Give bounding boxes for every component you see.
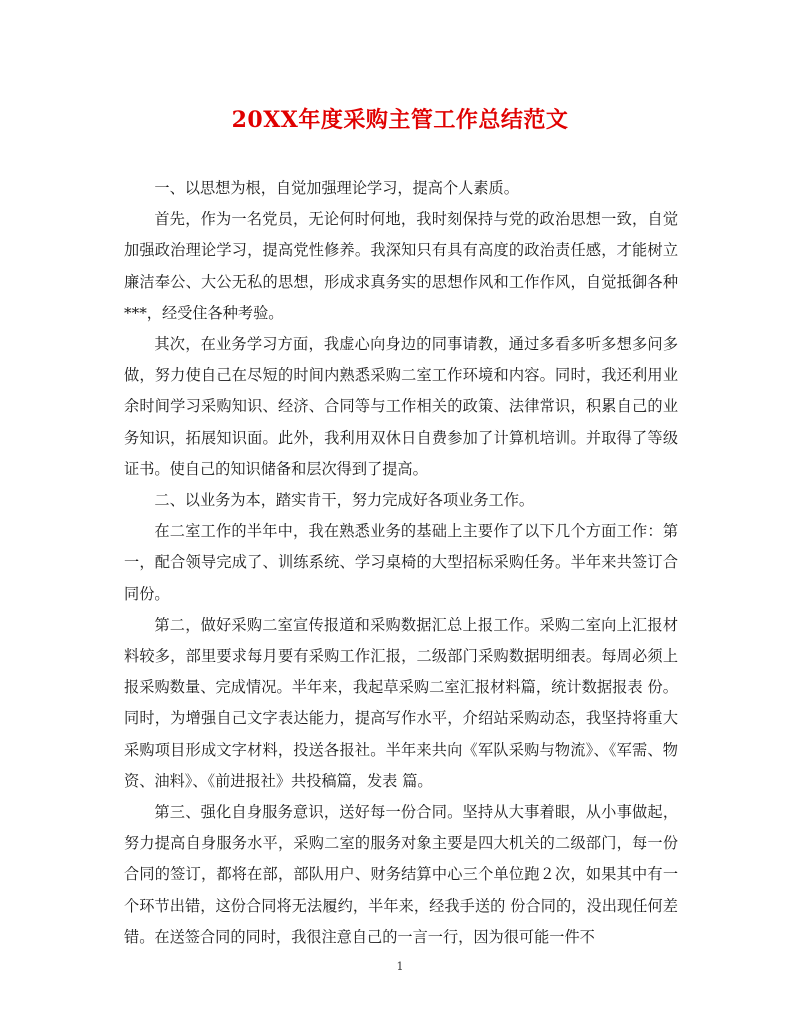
paragraph: 二、以业务为本，踏实肯干，努力完成好各项业务工作。 <box>154 491 535 510</box>
document-body <box>124 173 678 953</box>
paragraph: 在二室工作的半年中，我在熟悉业务的基础上主要作了以下几个方面工作：第一，配合领导完成了、训练系统、学习桌椅的大型招标采购任务。半年来共签订合同份。 <box>124 522 678 603</box>
paragraph: 其次，在业务学习方面，我虚心向身边的同事请教，通过多看多听多想多问多做，努力使自己在尽短的时间内熟悉采购二室工作环境和内容。同时，我还利用业余时间学习采购知识、经济、合同等与工作相关的政策、法律常识，积累自己的业务知识，拓展知识面。此外，我利用双休日自费参加了计算机培训。并取得了等级证书。使自己的知识储备和层次得到了提高。 <box>124 335 678 478</box>
paragraph: 首先，作为一名党员，无论何时何地，我时刻保持与党的政治思想一致，自觉加强政治理论学习，提高党性修养。我深知只有具有高度的政治责任感，才能树立廉洁奉公、大公无私的思想，形成求真务实的思想作风和工作作风，自觉抵御各种***，经受住各种考验。 <box>124 210 678 322</box>
paragraph: 第三、强化自身服务意识，送好每一份合同。坚持从大事着眼，从小事做起，努力提高自身服务水平，采购二室的服务对象主要是四大机关的二级部门，每一份合同的签订，都将在部，部队用户、财务结算中心三个单位跑２次，如果其中有一个环节出错，这份合同将无法履约，半年来，经我手送的 份合同的，没出现任何差错。在送签合同的同时，我很注意自己的一言一行，因为很可能一件不 <box>124 803 678 946</box>
page-number: 1 <box>396 960 404 973</box>
document-title: 20XX年度采购主管工作总结范文 <box>231 107 569 133</box>
paragraph: 一、以思想为根，自觉加强理论学习，提高个人素质。 <box>154 179 519 197</box>
paragraph: 第二，做好采购二室宣传报道和采购数据汇总上报工作。采购二室向上汇报材料较多，部里要求每月要有采购工作汇报，二级部门采购数据明细表。每周必须上报采购数量、完成情况。半年来，我起草采购二室汇报材料篇，统计数据报表 份。同时，为增强自己文字表达能力，提高写作水平，介绍站采购动态，我坚持将重大采购项目形成文字材料，投送各报社。半年来共向《军队采购与物流》、《军需、物资、油料》、《前进报社》共投稿篇，发表 篇。 <box>124 615 678 790</box>
